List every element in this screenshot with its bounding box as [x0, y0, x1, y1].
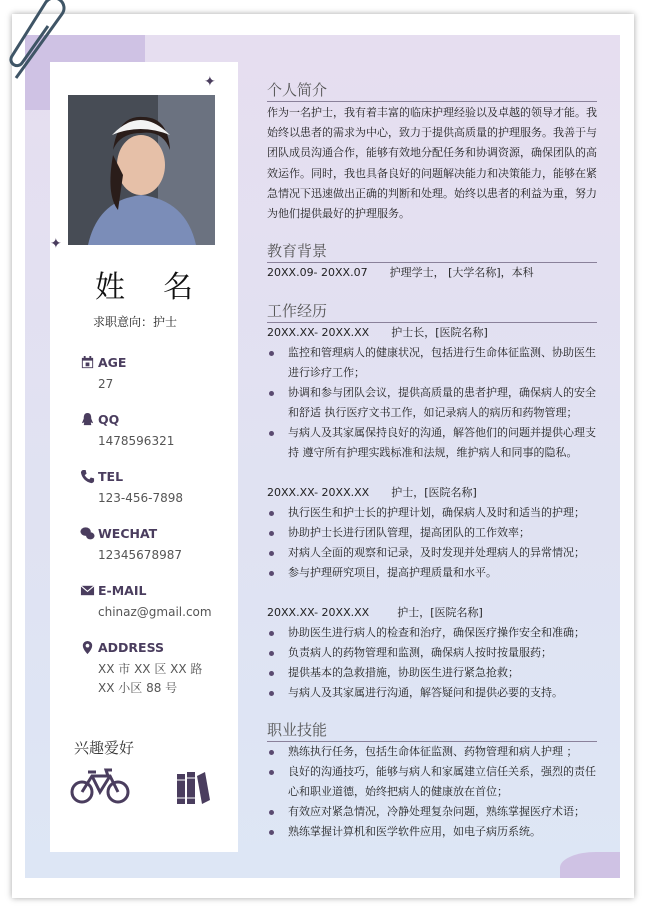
work-section: [267, 301, 597, 703]
job-role: 护士长，[医院名称]: [391, 326, 488, 339]
contact-value: chinaz@gmail.com: [98, 605, 212, 619]
contact-value: 12345678987: [98, 548, 182, 562]
list-item: 与病人及其家属进行沟通，解答疑问和提供必要的支持。: [267, 683, 597, 703]
list-item: 参与护理研究项目，提高护理质量和水平。: [267, 563, 597, 583]
contact-value: 123-456-7898: [98, 491, 184, 505]
list-item: 对病人全面的观察和记录，及时发现并处理病人的异常情况；: [267, 543, 597, 563]
education-section: [267, 241, 597, 283]
contact-email: [80, 583, 230, 622]
contact-qq: [80, 412, 230, 451]
list-item: 熟练掌握计算机和医学软件应用，如电子病历系统。: [267, 822, 597, 842]
education-period: 20XX.09- 20XX.07: [267, 266, 368, 279]
job-entry: [267, 323, 597, 463]
contact-label: AGE: [98, 355, 127, 370]
phone-icon: [80, 469, 95, 484]
list-item: 良好的沟通技巧，能够与病人和家属建立信任关系，强烈的责任心和职业道德，始终把病人的健康放在首位；: [267, 762, 597, 802]
job-entry: [267, 483, 597, 583]
section-title: 工作经历: [267, 301, 597, 323]
job-period: 20XX.XX- 20XX.XX: [267, 326, 370, 339]
contact-label: WECHAT: [98, 526, 158, 541]
sparkle-icon: ✦: [204, 74, 216, 90]
list-item: 负责病人的药物管理和监测，确保病人按时按量服药；: [267, 643, 597, 663]
intro-section: [267, 80, 597, 224]
location-icon: [80, 640, 95, 655]
list-item: 协助护士长进行团队管理，提高团队的工作效率；: [267, 523, 597, 543]
contact-label: QQ: [98, 412, 120, 427]
decorative-blob: [560, 852, 620, 878]
list-item: 熟练执行任务，包括生命体征监测、药物管理和病人护理 ；: [267, 742, 597, 762]
education-detail: 护理学士， [大学名称]，本科: [389, 266, 534, 279]
skills-section: [267, 720, 597, 842]
hobbies-title: 兴趣爱好: [74, 739, 135, 757]
job-period: 20XX.XX- 20XX.XX: [267, 606, 370, 619]
intro-text: 作为一名护士，我有着丰富的临床护理经验以及卓越的领导才能。我始终以患者的需求为中心，致力于提供高质量的护理服务。我善于与团队成员沟通合作，能够有效地分配任务和协调资源，确保团队的高效运作。同时，我也具备良好的问题解决能力和决策能力，能够在紧急情况下迅速做出正确的判断和处理。始终以患者的利益为重，努力为他们提供最好的护理服务。: [267, 106, 597, 221]
contact-label: ADDRESS: [98, 640, 165, 655]
job-role: 护士，[医院名称]: [391, 486, 477, 499]
job-entry: [267, 603, 597, 703]
profile-photo: [68, 95, 215, 245]
job-intent: 求职意向：护士: [93, 315, 178, 329]
list-item: 监控和管理病人的健康状况，包括进行生命体征监测、协助医生进行诊疗工作；: [267, 343, 597, 383]
list-item: 有效应对紧急情况，冷静处理复杂问题，熟练掌握医疗术语；: [267, 802, 597, 822]
list-item: 协助医生进行病人的检查和治疗，确保医疗操作安全和准确；: [267, 623, 597, 643]
contact-value: XX 市 XX 区 XX 路 XX 小区 88 号: [98, 662, 203, 695]
sparkle-icon: ✦: [50, 236, 62, 252]
candidate-name: 姓名: [95, 270, 231, 305]
contact-value: 27: [98, 377, 114, 391]
job-role: 护士，[医院名称]: [397, 606, 483, 619]
calendar-icon: [80, 355, 95, 370]
section-title: 个人简介: [267, 80, 597, 102]
job-period: 20XX.XX- 20XX.XX: [267, 486, 370, 499]
contact-value: 1478596321: [98, 434, 175, 448]
section-title: 职业技能: [267, 720, 597, 742]
qq-icon: [80, 412, 95, 427]
contact-label: E-MAIL: [98, 583, 147, 598]
contact-address: [80, 640, 215, 698]
contact-tel: [80, 469, 230, 508]
wechat-icon: [80, 526, 95, 541]
list-item: 与病人及其家属保持良好的沟通，解答他们的问题并提供心理支持 遵守所有护理实践标准和法规，维护病人和同事的隐私。: [267, 423, 597, 463]
list-item: 协调和参与团队会议，提供高质量的患者护理，确保病人的安全和舒适 执行医疗文书工作，如记录病人的病历和药物管理；: [267, 383, 597, 423]
list-item: 提供基本的急救措施，协助医生进行紧急抢救；: [267, 663, 597, 683]
contact-age: [80, 355, 230, 394]
books-icon: [175, 768, 211, 806]
list-item: 执行医生和护士长的护理计划，确保病人及时和适当的护理；: [267, 503, 597, 523]
contact-label: TEL: [98, 469, 124, 484]
mail-icon: [80, 583, 95, 598]
contact-wechat: [80, 526, 230, 565]
section-title: 教育背景: [267, 241, 597, 263]
bicycle-icon: [70, 768, 130, 804]
